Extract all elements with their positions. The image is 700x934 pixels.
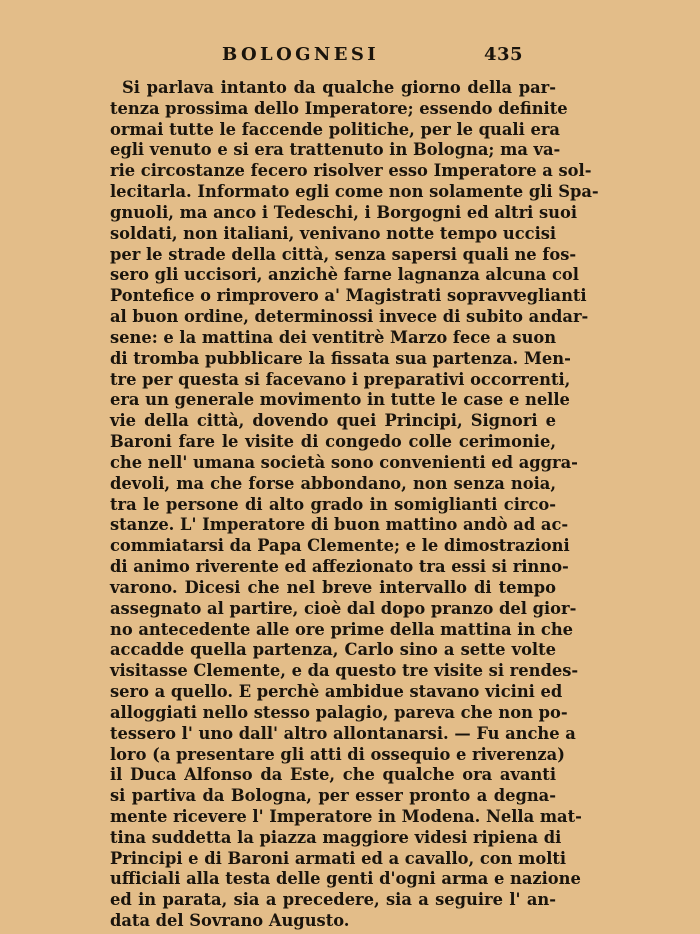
text-line: sero a quello. E perchè ambidue stavano vicini ed bbox=[110, 682, 563, 702]
text-line: tessero l' uno dall' altro allontanarsi. — Fu anche a bbox=[110, 723, 576, 743]
text-line: Principi e di Baroni armati ed a cavallo, con molti bbox=[110, 848, 567, 868]
text-line: si partiva da Bologna, per esser pronto a degna- bbox=[110, 786, 556, 806]
text-line: rie circostanze fecero risolver esso Imperatore a sol- bbox=[110, 161, 592, 181]
text-line: che nell' umana società sono convenienti ed aggra- bbox=[110, 452, 578, 472]
text-line: vie della città, dovendo quei Principi, Signori e bbox=[110, 411, 556, 431]
text-line: di tromba pubblicare la fissata sua partenza. Men- bbox=[110, 348, 571, 368]
running-title: BOLOGNESI bbox=[222, 44, 380, 65]
body-text bbox=[110, 78, 599, 932]
text-line: ufficiali alla testa delle genti d'ogni arma e nazione bbox=[110, 869, 581, 889]
text-line: varono. Dicesi che nel breve intervallo di tempo bbox=[110, 577, 556, 597]
text-line: al buon ordine, determinossi invece di subito andar- bbox=[110, 307, 589, 327]
text-line: visitasse Clemente, e da questo tre visite si rendes- bbox=[110, 661, 579, 681]
text-line: alloggiati nello stesso palagio, pareva che non po- bbox=[110, 702, 568, 722]
text-line: tre per questa si facevano i preparativi occorrenti, bbox=[110, 369, 571, 389]
text-line: era un generale movimento in tutte le case e nelle bbox=[110, 390, 570, 410]
text-line: Pontefice o rimprovero a' Magistrati sopravveglianti bbox=[110, 286, 587, 306]
text-line: soldati, non italiani, venivano notte tempo uccisi bbox=[110, 223, 557, 243]
text-line: tenza prossima dello Imperatore; essendo definite bbox=[110, 98, 568, 118]
text-line: gnuoli, ma anco i Tedeschi, i Borgogni ed altri suoi bbox=[110, 202, 578, 222]
text-line: loro (a presentare gli atti di ossequio e riverenza) bbox=[110, 744, 565, 764]
text-line: sero gli uccisori, anzichè farne lagnanza alcuna col bbox=[110, 265, 579, 285]
text-line: Baroni fare le visite di congedo colle cerimonie, bbox=[110, 432, 556, 452]
text-line: data del Sovrano Augusto. bbox=[110, 911, 350, 931]
text-line: egli venuto e si era trattenuto in Bologna; ma va- bbox=[110, 140, 561, 160]
text-line: lecitarla. Informato egli come non solamente gli Spa- bbox=[110, 182, 599, 202]
text-line: assegnato al partire, cioè dal dopo pranzo del gior- bbox=[110, 598, 577, 618]
text-line: ed in parata, sia a precedere, sia a seguire l' an- bbox=[110, 890, 556, 910]
text-line: mente ricevere l' Imperatore in Modena. Nella mat- bbox=[110, 806, 582, 826]
text-line: sene: e la mattina dei ventitrè Marzo fece a suon bbox=[110, 327, 557, 347]
text-line: stanze. L' Imperatore di buon mattino andò ad ac- bbox=[110, 515, 569, 535]
text-line: Si parlava intanto da qualche giorno della par- bbox=[122, 78, 556, 97]
text-line: per le strade della città, senza sapersi quali ne fos- bbox=[110, 244, 577, 264]
text-line: commiatarsi da Papa Clemente; e le dimostrazioni bbox=[110, 536, 570, 556]
text-line: accadde quella partenza, Carlo sino a sette volte bbox=[110, 640, 556, 660]
text-line: tra le persone di alto grado in somiglianti circo- bbox=[110, 494, 556, 514]
text-line: no antecedente alle ore prime della mattina in che bbox=[110, 619, 574, 639]
text-line: devoli, ma che forse abbondano, non senza noia, bbox=[110, 473, 556, 493]
text-line: tina suddetta la piazza maggiore videsi ripiena di bbox=[110, 827, 562, 847]
text-line: di animo riverente ed affezionato tra essi si rinno- bbox=[110, 557, 569, 577]
text-line: ormai tutte le faccende politiche, per le quali era bbox=[110, 119, 560, 139]
text-line: il Duca Alfonso da Este, che qualche ora avanti bbox=[110, 765, 556, 785]
page-header bbox=[222, 43, 522, 69]
page-number: 435 bbox=[484, 44, 524, 65]
